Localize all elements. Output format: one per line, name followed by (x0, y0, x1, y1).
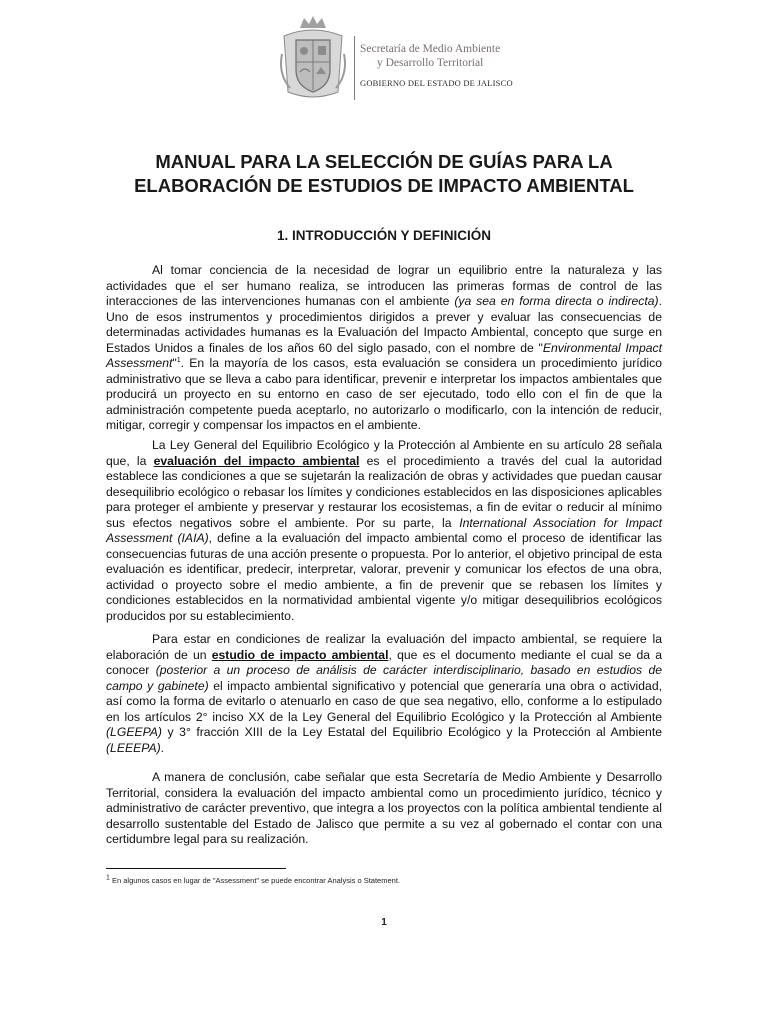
title-line-2: ELABORACIÓN DE ESTUDIOS DE IMPACTO AMBIENTAL (134, 175, 634, 196)
header-divider (354, 36, 355, 100)
text-run: y 3° fracción XIII de la Ley Estatal del Equilibrio Ecológico y la Protección al Ambiente (162, 725, 662, 739)
text-run: " (172, 356, 177, 370)
paragraph-introduction (106, 263, 662, 434)
italic-run: (posterior a un proceso de análisis de carácter interdisciplinario, basado en estudios de campo y gabinete) (106, 663, 662, 693)
section-heading: 1. INTRODUCCIÓN Y DEFINICIÓN (276, 228, 492, 243)
italic-run: International Association for Impact Assessment (IAIA) (106, 515, 663, 545)
government-name (360, 42, 540, 88)
italic-run: Environmental Impact Assessment (106, 340, 663, 370)
text-run: el impacto ambiental significativo y potencial que generaría una obra o actividad, así como la forma de evitarlo o atenuarlo en caso de que sea negativo, ello, conforme a lo estipulado en los artículos 2° inciso XX de la Ley General del Equilibrio Ecológico y la Protección al Ambiente (106, 678, 662, 724)
page-number: 1 (381, 917, 387, 928)
document-title (60, 150, 708, 198)
footnote (106, 876, 662, 885)
italic-run: (ya sea en forma directa o indirecta) (454, 294, 659, 308)
text-run: , define a la evaluación del impacto ambiental como el proceso de identificar las consecuencias futuras de una acción presente o propuesta. Por lo anterior, el objetivo principal de esta evaluación es identificar, predecir, interpretar, valorar, prevenir y comunicar los efectos de una obra, actividad o proyecto sobre el medio ambiente, a fin de prevenir que se rebasen los límites y condiciones establecidos en la normatividad ambiental vigente y/o mitigar desequilibrios ecológicos producidos por su establecimiento. (106, 531, 662, 623)
paragraph-conclusion (106, 770, 662, 848)
italic-run: (LGEEPA) (106, 725, 162, 739)
coat-of-arms-icon (278, 14, 348, 102)
paragraph-estudio (106, 632, 662, 756)
text-run: Al tomar conciencia de la necesidad de lograr un equilibrio entre la naturaleza y las actividades que el ser humano realiza, se introducen las primeras formas de control de las interacciones de las intervenciones humanas con el ambiente (106, 263, 662, 308)
footnote-reference[interactable]: 1 (176, 356, 181, 364)
secretaria-line-1: Secretaría de Medio Ambiente (360, 43, 501, 55)
italic-run: (LEEEPA) (106, 740, 161, 755)
footnote-separator (106, 868, 286, 869)
text-run: A manera de conclusión, cabe señalar que esta Secretaría de Medio Ambiente y Desarrollo Territorial, considera la evaluación del impacto ambiental como un procedimiento jurídico, técnico y administrativo de carácter preventivo, que integra a los proyectos con la política ambiental tendiente al desarrollo sustentable del Estado de Jalisco que permite a su vez al gobernado el contar con una certidumbre legal para su realización. (106, 770, 662, 846)
text-run: La Ley General del Equilibrio Ecológico y la Protección al Ambiente en su artículo 28 señala que, la (106, 438, 662, 468)
secretaria-line-2: y Desarrollo Territorial (377, 57, 484, 69)
text-run: . Uno de esos instrumentos y procedimientos dirigidos a prever y evaluar las consecuencias de determinadas actividades humanas es la Evaluación del Impacto Ambiental, concepto que surge en Estados Unidos a finales de los años 60 del siglo pasado, con el nombre de " (106, 294, 663, 355)
title-line-1: MANUAL PARA LA SELECCIÓN DE GUÍAS PARA LA (155, 151, 613, 172)
text-run: . (160, 740, 165, 755)
term-evaluacion: evaluación del impacto ambiental (153, 453, 360, 468)
government-header (278, 12, 538, 107)
text-run: . En la mayoría de los casos, esta evaluación se considera un procedimiento jurídico administrativo que se lleva a cabo para identificar, prevenir e interpretar los impactos ambientales que producirá un proyecto en su entorno en caso de ser ejecutado, todo ello con el fin de que la administración competente pueda aceptarlo, no autorizarlo o modificarlo, con la intención de reducir, mitigar, corregir y compensar los impactos en el ambiente. (106, 356, 662, 432)
term-estudio: estudio de impacto ambiental (211, 647, 389, 662)
text-run: , que es el documento mediante el cual se da a conocer (106, 647, 662, 677)
text-run: es el procedimiento a través del cual la autoridad establece las condiciones a que se sujetarán la realización de obras y actividades que puedan causar desequilibrio ecológico o rebasar los límites y condiciones establecidos en las disposiciones aplicables para proteger el ambiente y preservar y restaurar los ecosistemas, a fin de evitar o reducir al mínimo sus efectos negativos sobre el ambiente. Por su parte, la (106, 453, 662, 530)
footnote-text: En algunos casos en lugar de "Assessment" se puede encontrar Analysis o Statement. (109, 876, 400, 885)
footnote-mark: 1 (106, 874, 110, 882)
gobierno-line: GOBIERNO DEL ESTADO DE JALISCO (360, 78, 513, 88)
text-run: Para estar en condiciones de realizar la evaluación del impacto ambiental, se requiere la elaboración de un (106, 632, 662, 662)
paragraph-lgeepa (106, 438, 662, 624)
